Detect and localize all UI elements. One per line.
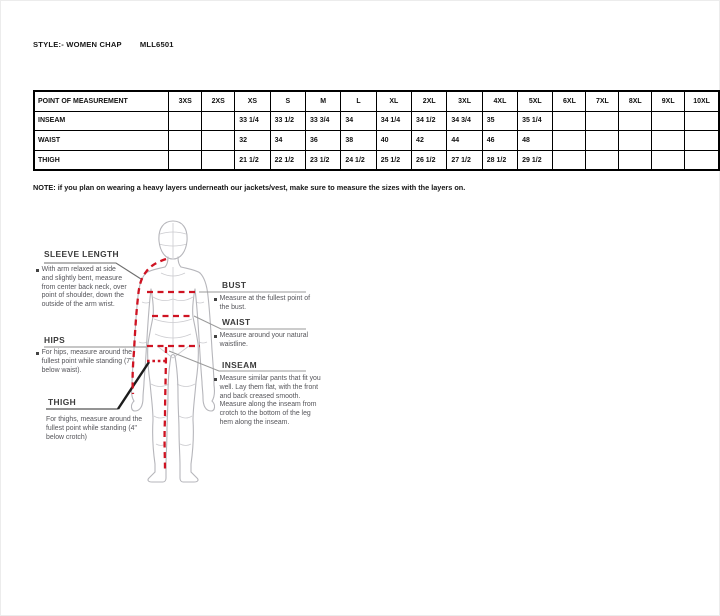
measurement-cell: 34 1/2: [412, 111, 447, 131]
column-header-size: M: [305, 91, 340, 111]
column-header-point-of-measurement: POINT OF MEASUREMENT: [34, 91, 169, 111]
column-header-size: S: [270, 91, 305, 111]
measurement-cell: 25 1/2: [376, 150, 411, 170]
column-header-size: 5XL: [518, 91, 553, 111]
measurement-cell: 35 1/4: [518, 111, 553, 131]
waist-heading: WAIST: [222, 317, 251, 327]
bullet-marker: [214, 378, 217, 381]
measurement-cell: 40: [376, 131, 411, 151]
column-header-size: 7XL: [586, 91, 619, 111]
inseam-measure-line: [165, 347, 166, 469]
measurement-cell: 27 1/2: [447, 150, 482, 170]
measurement-cell: 26 1/2: [412, 150, 447, 170]
bust-heading: BUST: [222, 280, 247, 290]
bullet-marker: [36, 352, 39, 355]
thigh-description: For thighs, measure around the fullest point while standing (4" below crotch): [46, 416, 143, 441]
measurement-cell: 34 3/4: [447, 111, 482, 131]
measurement-cell: 44: [447, 131, 482, 151]
column-header-size: 8XL: [619, 91, 652, 111]
style-code: MLL6501: [139, 40, 174, 49]
layers-note: NOTE: if you plan on wearing a heavy layers underneath our jackets/vest, make sure to measure the sizes with the layers on.: [33, 183, 466, 192]
column-header-size: XL: [376, 91, 411, 111]
bullet-marker: [214, 335, 217, 338]
measurement-cell: 33 1/2: [270, 111, 305, 131]
measurement-cell: 38: [341, 131, 376, 151]
column-header-size: 2XL: [412, 91, 447, 111]
measurement-cell: 23 1/2: [305, 150, 340, 170]
style-label: STYLE:- WOMEN CHAP: [33, 40, 122, 49]
measurement-cell: 46: [482, 131, 517, 151]
column-header-size: 9XL: [652, 91, 685, 111]
column-header-size: 3XS: [169, 91, 202, 111]
waist-description: Measure around your natural waistline.: [214, 332, 314, 350]
measurement-cell: 22 1/2: [270, 150, 305, 170]
inseam-heading: INSEAM: [222, 360, 257, 370]
measurement-cell: 35: [482, 111, 517, 131]
inseam-description: Measure similar pants that fit you well. Lay them flat, with the front and back creased smooth. Measure along the inseam from crotch to the bottom of the leg hem along the inseam.: [214, 375, 326, 428]
column-header-size: XS: [235, 91, 270, 111]
column-header-size: 3XL: [447, 91, 482, 111]
column-header-size: 4XL: [482, 91, 517, 111]
measurement-cell: 48: [518, 131, 553, 151]
thigh-heading: THIGH: [48, 397, 77, 407]
bullet-marker: [214, 298, 217, 301]
bust-description: Measure at the fullest point of the bust.: [214, 295, 314, 313]
measurement-cell: 34: [270, 131, 305, 151]
column-header-size: 6XL: [553, 91, 586, 111]
sleeve-length-heading: SLEEVE LENGTH: [44, 249, 120, 259]
measurement-cell: 36: [305, 131, 340, 151]
measurement-cell: 24 1/2: [341, 150, 376, 170]
hips-description: For hips, measure around the fullest point while standing (7" below waist).: [36, 349, 136, 375]
bullet-marker: [36, 269, 39, 272]
row-label: THIGH: [34, 150, 169, 170]
measurement-cell: 29 1/2: [518, 150, 553, 170]
measurement-cell: 33 1/4: [235, 111, 270, 131]
measurement-cell: 21 1/2: [235, 150, 270, 170]
hips-heading: HIPS: [44, 335, 66, 345]
measurement-cell: 42: [412, 131, 447, 151]
measurement-cell: 32: [235, 131, 270, 151]
measurement-cell: 34 1/4: [376, 111, 411, 131]
column-header-size: 2XS: [202, 91, 235, 111]
row-label: WAIST: [34, 131, 169, 151]
measurement-cell: 33 3/4: [305, 111, 340, 131]
row-label: INSEAM: [34, 111, 169, 131]
measurement-cell: 34: [341, 111, 376, 131]
sleeve-length-description: With arm relaxed at side and slightly bent, measure from center back neck, over point of shoulder, down the outside of the arm wrist.: [36, 266, 128, 310]
column-header-size: 10XL: [685, 91, 719, 111]
column-header-size: L: [341, 91, 376, 111]
measurement-cell: 28 1/2: [482, 150, 517, 170]
